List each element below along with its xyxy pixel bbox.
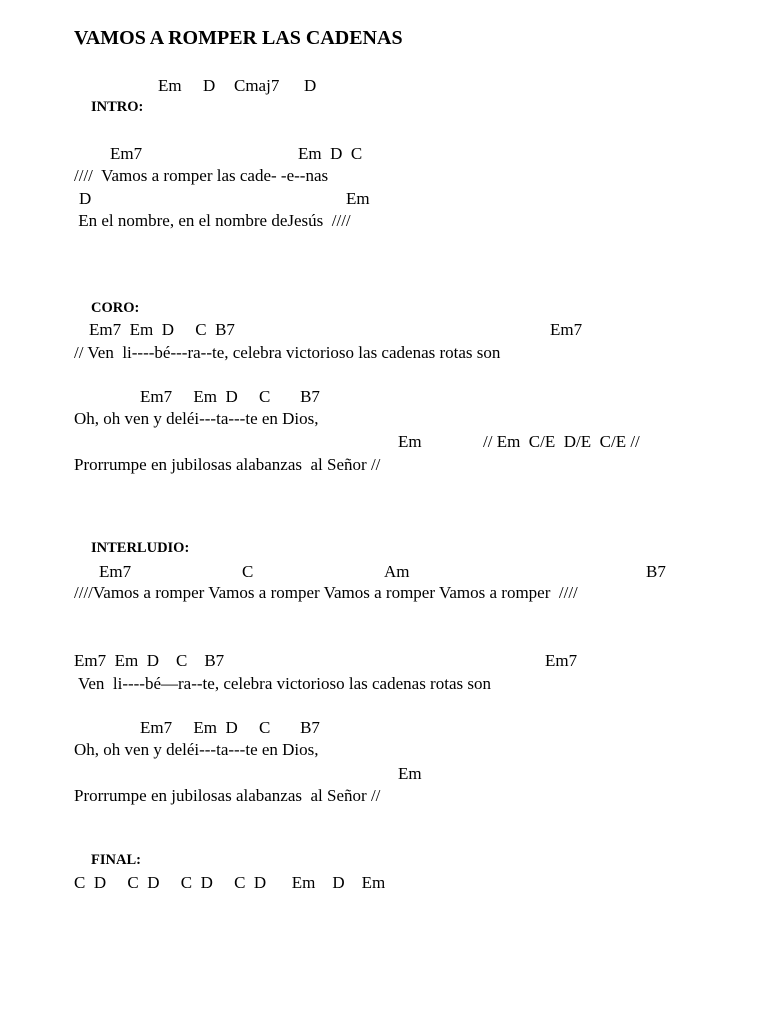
interludio-chord: Am [384,562,410,581]
intro-chord: D [203,76,216,95]
coro-lyric-3: Prorrumpe en jubilosas alabanzas al Señor // [74,455,381,474]
verse-chord: Em [346,189,370,208]
verse-lyric-2: En el nombre, en el nombre deJesús //// [74,211,351,230]
interludio-line [74,517,189,578]
verse-chord: Em D C [298,144,363,163]
coro2-chord: Em7 Em D C B7 [140,718,320,737]
intro-line [74,76,143,137]
coro-chord: Em7 Em D C B7 [140,387,320,406]
interludio-chord: B7 [646,562,666,581]
final-label: FINAL: [91,852,141,868]
intro-label: INTRO: [91,99,144,115]
coro2-lyric-3: Prorrumpe en jubilosas alabanzas al Señor // [74,786,381,805]
coro-chord: Em [398,432,422,451]
coro2-chord: Em7 Em D C B7 [74,651,225,670]
coro-label: CORO: [91,300,140,316]
coro2-lyric-1: Ven li----bé—ra--te, celebra victorioso las cadenas rotas son [74,674,491,693]
coro2-lyric-2: Oh, oh ven y deléi---ta---te en Dios, [74,740,319,759]
interludio-lyric: ////Vamos a romper Vamos a romper Vamos a romper Vamos a romper //// [74,583,578,602]
verse-chord: Em7 [110,144,143,163]
coro2-chord: Em [398,764,422,783]
coro-lyric-1: // Ven li----bé---ra--te, celebra victorioso las cadenas rotas son [74,343,501,362]
interludio-chord: Em7 [99,562,132,581]
verse-chord: D [79,189,92,208]
verse-lyric-1: //// Vamos a romper las cade- -e--nas [74,166,329,185]
coro-lyric-2: Oh, oh ven y deléi---ta---te en Dios, [74,409,319,428]
intro-chord: Em [158,76,182,95]
intro-chord: D [304,76,317,95]
final-chords: C D C D C D C D Em D Em [74,873,386,892]
interludio-chord: C [242,562,254,581]
coro2-chord: Em7 [545,651,578,670]
coro-chord: // Em C/E D/E C/E // [483,432,640,451]
coro-chord: Em7 [550,320,583,339]
song-title: VAMOS A ROMPER LAS CADENAS [74,27,403,49]
coro-chord: Em7 Em D C B7 [89,320,235,339]
intro-chord: Cmaj7 [234,76,280,95]
interludio-label: INTERLUDIO: [91,540,190,556]
